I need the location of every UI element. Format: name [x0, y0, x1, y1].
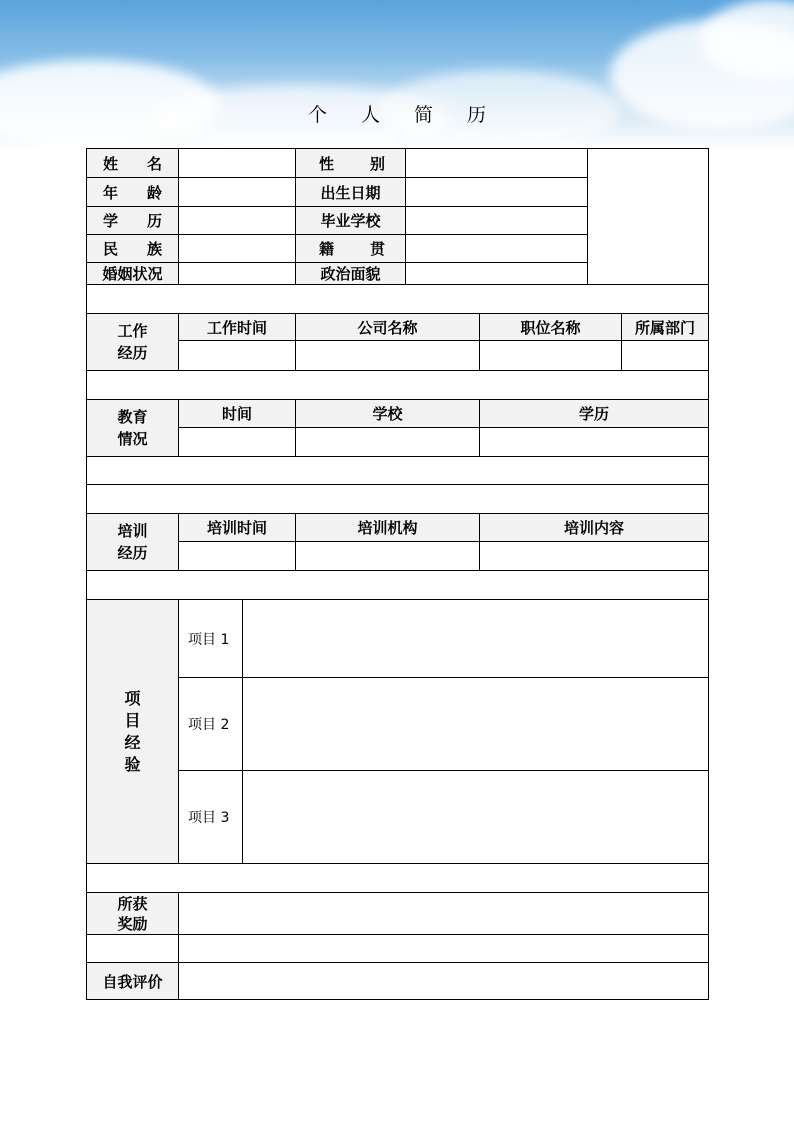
project-2-label: 项目 2	[179, 678, 243, 771]
dob-field[interactable]	[406, 178, 588, 207]
work-header-time: 工作时间	[179, 314, 296, 341]
work-position-field[interactable]	[480, 341, 622, 371]
work-header-company: 公司名称	[296, 314, 480, 341]
education-time-field[interactable]	[179, 428, 296, 457]
project-1-label: 项目 1	[179, 600, 243, 678]
ethnicity-field[interactable]	[179, 235, 296, 263]
gender-label: 性 别	[296, 149, 406, 178]
marital-status-label: 婚姻状况	[87, 263, 179, 285]
origin-field[interactable]	[406, 235, 588, 263]
marital-status-field[interactable]	[179, 263, 296, 285]
awards-label: 所获 奖励	[87, 893, 179, 935]
age-field[interactable]	[179, 178, 296, 207]
project-3-label: 项目 3	[179, 771, 243, 864]
work-header-position: 职位名称	[480, 314, 622, 341]
age-label: 年 龄	[87, 178, 179, 207]
training-header-institution: 培训机构	[296, 514, 480, 542]
training-time-field[interactable]	[179, 542, 296, 571]
blank-row[interactable]	[87, 285, 708, 314]
awards-field[interactable]	[179, 893, 708, 935]
photo-box[interactable]	[588, 149, 708, 285]
education-school-field[interactable]	[296, 428, 480, 457]
training-content-field[interactable]	[480, 542, 708, 571]
education-label: 教育 情况	[87, 400, 179, 457]
education-header-degree: 学历	[480, 400, 708, 428]
dob-label: 出生日期	[296, 178, 406, 207]
work-experience-label: 工作 经历	[87, 314, 179, 371]
blank-row[interactable]	[87, 457, 708, 485]
education-level-field[interactable]	[179, 207, 296, 235]
training-label: 培训 经历	[87, 514, 179, 571]
education-degree-field[interactable]	[480, 428, 708, 457]
blank-row[interactable]	[87, 371, 708, 400]
training-institution-field[interactable]	[296, 542, 480, 571]
work-time-field[interactable]	[179, 341, 296, 371]
project-experience-label: 项 目 经 验	[87, 600, 179, 864]
origin-label: 籍 贯	[296, 235, 406, 263]
ethnicity-label: 民 族	[87, 235, 179, 263]
political-status-field[interactable]	[406, 263, 588, 285]
school-label: 毕业学校	[296, 207, 406, 235]
self-evaluation-label: 自我评价	[87, 963, 179, 999]
training-header-content: 培训内容	[480, 514, 708, 542]
work-company-field[interactable]	[296, 341, 480, 371]
gender-field[interactable]	[406, 149, 588, 178]
education-level-label: 学 历	[87, 207, 179, 235]
blank-row[interactable]	[87, 485, 708, 514]
blank-row[interactable]	[87, 864, 708, 893]
project-2-field[interactable]	[243, 678, 708, 771]
name-label: 姓 名	[87, 149, 179, 178]
sky-header-background	[0, 0, 794, 150]
project-3-field[interactable]	[243, 771, 708, 864]
name-field[interactable]	[179, 149, 296, 178]
education-header-school: 学校	[296, 400, 480, 428]
school-field[interactable]	[406, 207, 588, 235]
political-status-label: 政治面貌	[296, 263, 406, 285]
work-header-department: 所属部门	[622, 314, 708, 341]
blank-row[interactable]	[87, 571, 708, 600]
blank-field[interactable]	[179, 935, 708, 963]
project-1-field[interactable]	[243, 600, 708, 678]
training-header-time: 培训时间	[179, 514, 296, 542]
blank-label-cell	[87, 935, 179, 963]
education-header-time: 时间	[179, 400, 296, 428]
resume-table	[86, 148, 709, 1000]
page-title: 个 人 简 历	[307, 104, 501, 126]
self-evaluation-field[interactable]	[179, 963, 708, 999]
work-department-field[interactable]	[622, 341, 708, 371]
